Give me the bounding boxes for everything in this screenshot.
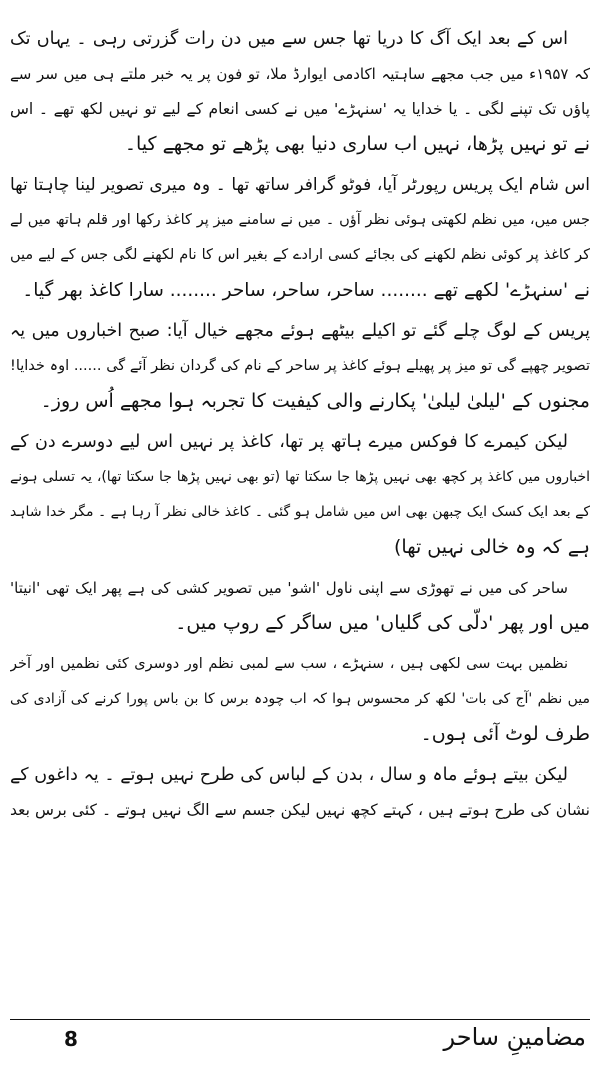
text-line: کہ ۱۹۵۷ء میں جب مجھے ساہتیہ اکادمی ایوارڈ ملا، تو فون پر یہ خبر ملتے ہی میں سر سے	[10, 65, 590, 83]
book-title: مضامینِ ساحر	[443, 1023, 586, 1051]
text-line: لیکن بیتے ہوئے ماہ و سال ، بدن کے لباس کی طرح نہیں ہوتے ۔ یہ داغوں کے	[10, 765, 568, 785]
paragraph	[10, 168, 590, 308]
text-line: لیکن کیمرے کا فوکس میرے ہاتھ پر تھا، کاغذ پر نہیں اس لیے دوسرے دن کے	[10, 432, 568, 452]
text-line: ساحر کی میں نے تھوڑی سے اپنی ناول 'اشو' میں تصویر کشی کی ہے پھر ایک تھی 'انیتا'	[10, 579, 568, 597]
text-line: کر کاغذ پر کوئی نظم لکھنے کی بجائے کسی ارادے کے بغیر اس کا نام لکھنے لگی جس کے لیے میں	[10, 247, 590, 263]
paragraph	[10, 647, 590, 752]
footer-rule	[10, 1019, 590, 1020]
paragraph	[10, 22, 590, 162]
paragraph	[10, 571, 590, 641]
text-line: اس کے بعد ایک آگ کا دریا تھا جس سے میں دن رات گزرتی رہی ۔ یہاں تک	[10, 29, 568, 49]
text-line: نے 'سنہڑے' لکھے تھے ........ ساحر، ساحر، ساحر ........ سارا کاغذ بھر گیا۔	[22, 280, 590, 301]
text-line: طرف لوٹ آئی ہوں۔	[420, 723, 590, 745]
text-line: میں اور پھر 'دلّی کی گلیاں' میں ساگر کے روپ میں۔	[175, 612, 590, 634]
text-line: پاؤں تک تپنے لگی ۔ یا خدایا یہ 'سنہڑے' میں نے کسی انعام کے لیے تو نہیں لکھ تھے ۔ اس	[10, 100, 590, 118]
text-line: نشان کی طرح ہوتے ہیں ، کہتے کچھ نہیں لیکن جسم سے الگ نہیں ہوتے ۔ کئی برس بعد	[10, 801, 590, 819]
text-line: کے بعد ایک کسک ایک چبھن بھی اس میں شامل ہو گئی ۔ کاغذ خالی نظر آ رہا ہے ۔ مگر خدا شاہد	[10, 504, 590, 520]
text-line: نے تو نہیں پڑھا، نہیں اب ساری دنیا بھی پڑھے تو مجھے کیا۔	[124, 133, 590, 155]
text-line: مجنوں کے 'لیلیٰ لیلیٰ' پکارنے والی کیفیت کا تجربہ ہوا مجھے اُس روز۔	[40, 390, 590, 412]
body-text	[10, 22, 590, 828]
text-line: اخباروں میں کاغذ پر کچھ بھی نہیں پڑھا جا سکتا تھا (تو بھی نہیں پڑھا جا سکتا تھا)، یہ تسلی ہونے	[10, 469, 590, 485]
text-line: تصویر چھپے گی تو میز پر پھیلے ہوئے کاغذ پر ساحر کے نام کی گردان نظر آئے گی ...... اوہ خدایا!	[10, 358, 590, 374]
text-line: ہے کہ وہ خالی نہیں تھا)	[394, 536, 590, 558]
text-line: جس میں، میں نظم لکھتی ہوئی نظر آؤں ۔ میں نے سامنے میز پر کاغذ رکھا اور قلم ہاتھ میں لے	[10, 212, 590, 228]
text-line: پریس کے لوگ چلے گئے تو اکیلے بیٹھے ہوئے مجھے خیال آیا: صبح اخباروں میں یہ	[10, 321, 590, 341]
paragraph	[10, 314, 590, 419]
text-line: نظمیں بہت سی لکھی ہیں ، سنہڑے ، سب سے لمبی نظم اور دوسری کئی نظمیں اور آخر	[10, 656, 568, 672]
page-number: 8	[64, 1027, 78, 1051]
paragraph	[10, 425, 590, 565]
text-line: اس شام ایک پریس رپورٹر آیا، فوٹو گرافر ساتھ تھا ۔ وہ میری تصویر لینا چاہتا تھا	[10, 175, 590, 195]
text-line: میں نظم 'آج کی بات' لکھ کر محسوس ہوا کہ اب چودہ برس کا بن باس پورا کرنے کی آزادی کی	[10, 691, 590, 707]
paragraph	[10, 758, 590, 828]
